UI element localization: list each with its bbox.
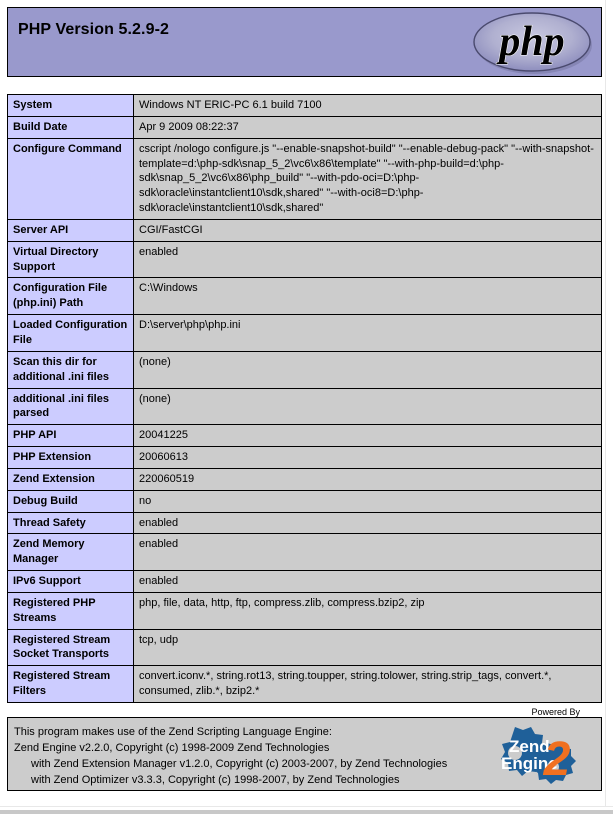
table-cell-label: Scan this dir for additional .ini files [8, 351, 134, 388]
table-cell-label: Zend Memory Manager [8, 534, 134, 571]
window-bottom-edge [0, 806, 613, 816]
table-row [8, 95, 602, 117]
page-title: PHP Version 5.2.9-2 [18, 21, 170, 38]
table-row [8, 116, 602, 138]
table-cell-value: 220060519 [134, 468, 602, 490]
table-row [8, 425, 602, 447]
table-row [8, 512, 602, 534]
table-row [8, 241, 602, 278]
zend-credit-line: with Zend Optimizer v3.3.3, Copyright (c) 1998-2007, by Zend Technologies [31, 774, 400, 787]
table-cell-label: IPv6 Support [8, 571, 134, 593]
zend-logo-digit: 2 [543, 733, 571, 786]
table-row [8, 629, 602, 666]
table-cell-label: Registered Stream Socket Transports [8, 629, 134, 666]
table-cell-value: C:\Windows [134, 278, 602, 315]
table-cell-label: System [8, 95, 134, 117]
table-cell-label: Thread Safety [8, 512, 134, 534]
table-row [8, 534, 602, 571]
table-cell-value: php, file, data, http, ftp, compress.zlib, compress.bzip2, zip [134, 592, 602, 629]
table-cell-label: Registered Stream Filters [8, 666, 134, 703]
table-cell-value: enabled [134, 571, 602, 593]
table-row [8, 468, 602, 490]
table-cell-label: Debug Build [8, 490, 134, 512]
table-cell-value: enabled [134, 534, 602, 571]
table-cell-label: Build Date [8, 116, 134, 138]
zend-logo-line2: Engine [501, 754, 558, 773]
table-cell-value: tcp, udp [134, 629, 602, 666]
table-cell-value: Apr 9 2009 08:22:37 [134, 116, 602, 138]
table-row [8, 447, 602, 469]
table-cell-value: (none) [134, 388, 602, 425]
table-cell-value: (none) [134, 351, 602, 388]
php-version-header [7, 7, 602, 77]
window-right-edge [605, 0, 613, 816]
table-row [8, 315, 602, 352]
table-cell-value: enabled [134, 241, 602, 278]
powered-by-label: Powered By [531, 707, 580, 717]
table-row [8, 278, 602, 315]
zend-engine-footer [7, 707, 602, 791]
phpinfo-table [7, 94, 602, 703]
table-cell-value: no [134, 490, 602, 512]
zend-credit-lines [14, 724, 447, 789]
table-cell-value: enabled [134, 512, 602, 534]
zend-engine-logo [485, 723, 597, 789]
table-cell-value: 20060613 [134, 447, 602, 469]
php-logo-text: php [499, 19, 565, 65]
zend-credit-line: Zend Engine v2.2.0, Copyright (c) 1998-2009 Zend Technologies [14, 742, 330, 755]
zend-credit-line: with Zend Extension Manager v1.2.0, Copyright (c) 2003-2007, by Zend Technologies [31, 758, 448, 771]
table-cell-value: Windows NT ERIC-PC 6.1 build 7100 [134, 95, 602, 117]
table-cell-value: cscript /nologo configure.js "--enable-snapshot-build" "--enable-debug-pack" "--with-snapshot-template=d:\php-sdk\snap_5_2\vc6\x86\template" "--with-php-build=d:\php-sdk\snap_5_2\vc6\x86\php_build" "--with-pdo-oci=D:\php-sdk\oracle\instantclient10\sdk,shared" "--with-oci8=D:\php-sdk\oracle\instantclient10\sdk,shared" [134, 138, 602, 219]
table-cell-label: Virtual Directory Support [8, 241, 134, 278]
table-cell-label: Configuration File (php.ini) Path [8, 278, 134, 315]
table-cell-label: Configure Command [8, 138, 134, 219]
table-cell-value: convert.iconv.*, string.rot13, string.toupper, string.tolower, string.strip_tags, convert.*, consumed, zlib.*, bzip2.* [134, 666, 602, 703]
table-cell-label: Server API [8, 219, 134, 241]
table-row [8, 490, 602, 512]
table-row [8, 388, 602, 425]
table-row [8, 592, 602, 629]
table-row [8, 138, 602, 219]
table-row [8, 219, 602, 241]
table-row [8, 571, 602, 593]
table-row [8, 351, 602, 388]
table-cell-label: PHP API [8, 425, 134, 447]
table-cell-value: D:\server\php\php.ini [134, 315, 602, 352]
table-cell-label: Loaded Configuration File [8, 315, 134, 352]
table-cell-label: additional .ini files parsed [8, 388, 134, 425]
table-cell-label: Registered PHP Streams [8, 592, 134, 629]
zend-credit-line: This program makes use of the Zend Scripting Language Engine: [14, 726, 332, 738]
table-cell-label: Zend Extension [8, 468, 134, 490]
table-row [8, 666, 602, 703]
php-logo [470, 10, 596, 76]
table-cell-value: 20041225 [134, 425, 602, 447]
table-cell-value: CGI/FastCGI [134, 219, 602, 241]
zend-logo-line1: Zend [509, 737, 550, 756]
table-cell-label: PHP Extension [8, 447, 134, 469]
phpinfo-table-body [8, 95, 602, 703]
window-bottom-strip [0, 810, 613, 814]
